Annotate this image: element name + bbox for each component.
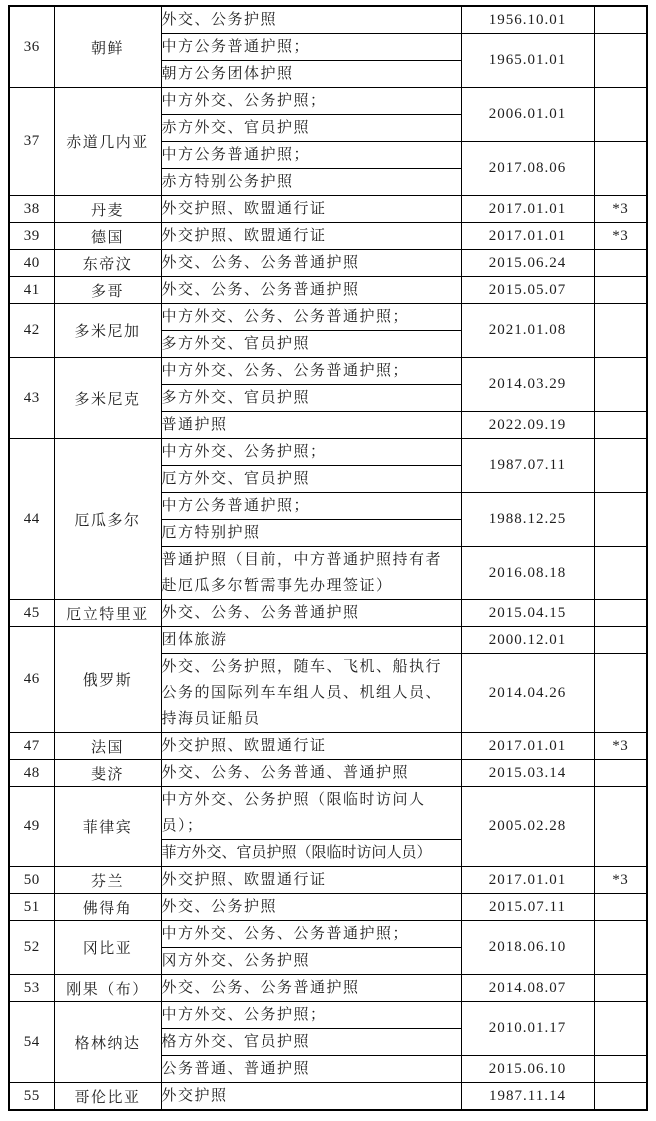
- note-cell: [594, 6, 647, 34]
- passport-type-cell: [161, 921, 461, 948]
- row-number-cell: 47: [9, 733, 54, 760]
- passport-type-cell: [161, 88, 461, 115]
- country-cell: 刚果（布）: [54, 975, 161, 1002]
- note-cell: [594, 1002, 647, 1056]
- country-cell: 赤道几内亚: [54, 88, 161, 196]
- effective-date-cell: 2014.08.07: [461, 975, 594, 1002]
- effective-date-cell: 1965.01.01: [461, 34, 594, 88]
- note-cell: [594, 412, 647, 439]
- passport-type-text: 外交、公务、公务普通护照: [161, 282, 360, 298]
- passport-type-text: 外交、公务、公务普通、普通护照: [161, 765, 410, 781]
- row-number-cell: 38: [9, 196, 54, 223]
- table-row: [9, 223, 647, 250]
- effective-date-cell: 2015.05.07: [461, 277, 594, 304]
- row-number-cell: 43: [9, 358, 54, 439]
- passport-type-cell: [161, 840, 461, 867]
- note-cell: [594, 600, 647, 627]
- effective-date-cell: 2017.08.06: [461, 142, 594, 196]
- passport-type-text: 普通护照: [161, 417, 228, 433]
- note-cell: *3: [594, 223, 647, 250]
- country-cell: 芬兰: [54, 867, 161, 894]
- table-row: [9, 787, 647, 840]
- passport-type-cell: [161, 439, 461, 466]
- effective-date-cell: 1987.11.14: [461, 1083, 594, 1111]
- passport-type-cell: [161, 331, 461, 358]
- effective-date-cell: 2005.02.28: [461, 787, 594, 867]
- passport-type-text: 中方外交、公务护照（限临时访问人: [161, 792, 426, 808]
- passport-type-cell: [161, 787, 461, 840]
- passport-type-cell: [161, 1056, 461, 1083]
- passport-type-cell: [161, 115, 461, 142]
- table-row: [9, 1002, 647, 1029]
- passport-type-cell: [161, 466, 461, 493]
- passport-type-text: 外交、公务护照: [161, 899, 278, 915]
- passport-type-cell: [161, 34, 461, 61]
- effective-date-cell: 2017.01.01: [461, 733, 594, 760]
- visa-exemption-table: [8, 5, 648, 1111]
- visa-exemption-table-body: [9, 6, 647, 1110]
- effective-date-cell: 2000.12.01: [461, 627, 594, 654]
- effective-date-cell: 2014.03.29: [461, 358, 594, 412]
- country-cell: 朝鲜: [54, 6, 161, 88]
- row-number-cell: 51: [9, 894, 54, 921]
- note-cell: [594, 277, 647, 304]
- passport-type-cell: [161, 250, 461, 277]
- passport-type-cell: [161, 304, 461, 331]
- passport-type-text: 厄方外交、官员护照: [161, 471, 311, 487]
- passport-type-cell: [161, 412, 461, 439]
- note-cell: [594, 760, 647, 787]
- note-cell: [594, 34, 647, 88]
- effective-date-cell: 1988.12.25: [461, 493, 594, 547]
- passport-type-text: 赴厄瓜多尔暂需事先办理签证）: [161, 578, 393, 594]
- effective-date-cell: 2017.01.01: [461, 223, 594, 250]
- country-cell: 多米尼加: [54, 304, 161, 358]
- table-row: [9, 196, 647, 223]
- country-cell: 厄立特里亚: [54, 600, 161, 627]
- country-cell: 冈比亚: [54, 921, 161, 975]
- passport-type-cell: [161, 493, 461, 520]
- effective-date-cell: 2021.01.08: [461, 304, 594, 358]
- row-number-cell: 48: [9, 760, 54, 787]
- passport-type-cell: [161, 358, 461, 385]
- passport-type-cell: [161, 627, 461, 654]
- passport-type-text: 中方外交、公务护照；: [161, 93, 327, 109]
- row-number-cell: 46: [9, 627, 54, 733]
- effective-date-cell: 2018.06.10: [461, 921, 594, 975]
- note-cell: [594, 358, 647, 412]
- country-cell: 俄罗斯: [54, 627, 161, 733]
- country-cell: 东帝汶: [54, 250, 161, 277]
- effective-date-cell: 2022.09.19: [461, 412, 594, 439]
- table-row: [9, 1083, 647, 1111]
- row-number-cell: 40: [9, 250, 54, 277]
- passport-type-text: 中方公务普通护照；: [161, 147, 311, 163]
- passport-type-cell: [161, 600, 461, 627]
- passport-type-text: 外交护照、欧盟通行证: [161, 738, 327, 754]
- row-number-cell: 53: [9, 975, 54, 1002]
- passport-type-text: 外交、公务护照，随车、飞机、船执行: [161, 659, 443, 675]
- effective-date-cell: 1987.07.11: [461, 439, 594, 493]
- table-row: [9, 88, 647, 115]
- table-row: [9, 921, 647, 948]
- row-number-cell: 54: [9, 1002, 54, 1083]
- effective-date-cell: 2015.06.10: [461, 1056, 594, 1083]
- table-row: [9, 867, 647, 894]
- country-cell: 多哥: [54, 277, 161, 304]
- country-cell: 法国: [54, 733, 161, 760]
- effective-date-cell: 2017.01.01: [461, 196, 594, 223]
- row-number-cell: 37: [9, 88, 54, 196]
- note-cell: [594, 921, 647, 975]
- passport-type-text: 中方外交、公务、公务普通护照；: [161, 309, 410, 325]
- passport-type-text: 外交护照、欧盟通行证: [161, 872, 327, 888]
- note-cell: [594, 250, 647, 277]
- table-row: [9, 250, 647, 277]
- passport-type-cell: [161, 385, 461, 412]
- passport-type-text: 中方外交、公务护照；: [161, 1007, 327, 1023]
- passport-type-cell: [161, 6, 461, 34]
- table-row: [9, 760, 647, 787]
- country-cell: 格林纳达: [54, 1002, 161, 1083]
- passport-type-text: 中方外交、公务、公务普通护照；: [161, 926, 410, 942]
- passport-type-text: 外交、公务、公务普通护照: [161, 980, 360, 996]
- row-number-cell: 41: [9, 277, 54, 304]
- note-cell: [594, 787, 647, 867]
- passport-type-text: 中方公务普通护照；: [161, 498, 311, 514]
- table-row: [9, 975, 647, 1002]
- passport-type-cell: [161, 196, 461, 223]
- effective-date-cell: 2010.01.17: [461, 1002, 594, 1056]
- passport-type-text: 朝方公务团体护照: [161, 66, 294, 82]
- table-row: [9, 6, 647, 34]
- passport-type-text: 外交、公务护照: [161, 12, 278, 28]
- table-row: [9, 627, 647, 654]
- note-cell: *3: [594, 867, 647, 894]
- passport-type-text: 中方外交、公务护照；: [161, 444, 327, 460]
- passport-type-text: 外交护照、欧盟通行证: [161, 201, 327, 217]
- table-row: [9, 358, 647, 385]
- passport-type-text: 格方外交、官员护照: [161, 1034, 311, 1050]
- row-number-cell: 49: [9, 787, 54, 867]
- country-cell: 厄瓜多尔: [54, 439, 161, 600]
- effective-date-cell: 2015.06.24: [461, 250, 594, 277]
- passport-type-text: 公务的国际列车车组人员、机组人员、: [161, 685, 443, 701]
- country-cell: 佛得角: [54, 894, 161, 921]
- table-row: [9, 894, 647, 921]
- passport-type-text: 外交、公务、公务普通护照: [161, 605, 360, 621]
- passport-type-text: 冈方外交、公务护照: [161, 953, 311, 969]
- row-number-cell: 44: [9, 439, 54, 600]
- passport-type-text: 持海员证船员: [161, 711, 261, 727]
- country-cell: 斐济: [54, 760, 161, 787]
- passport-type-text: 赤方特别公务护照: [161, 174, 294, 190]
- effective-date-cell: 2016.08.18: [461, 547, 594, 600]
- note-cell: [594, 547, 647, 600]
- table-row: [9, 439, 647, 466]
- table-row: [9, 304, 647, 331]
- passport-type-cell: [161, 1002, 461, 1029]
- note-cell: [594, 88, 647, 142]
- passport-type-cell: [161, 654, 461, 733]
- country-cell: 丹麦: [54, 196, 161, 223]
- passport-type-cell: [161, 277, 461, 304]
- row-number-cell: 39: [9, 223, 54, 250]
- table-row: [9, 600, 647, 627]
- note-cell: [594, 627, 647, 654]
- table-row: [9, 277, 647, 304]
- passport-type-cell: [161, 894, 461, 921]
- passport-type-cell: [161, 1029, 461, 1056]
- note-cell: [594, 142, 647, 196]
- passport-type-text: 多方外交、官员护照: [161, 390, 311, 406]
- row-number-cell: 45: [9, 600, 54, 627]
- passport-type-cell: [161, 948, 461, 975]
- passport-type-cell: [161, 61, 461, 88]
- passport-type-text: 团体旅游: [161, 632, 228, 648]
- row-number-cell: 36: [9, 6, 54, 88]
- row-number-cell: 52: [9, 921, 54, 975]
- note-cell: [594, 654, 647, 733]
- row-number-cell: 55: [9, 1083, 54, 1111]
- note-cell: [594, 975, 647, 1002]
- effective-date-cell: 2014.04.26: [461, 654, 594, 733]
- passport-type-cell: [161, 867, 461, 894]
- country-cell: 德国: [54, 223, 161, 250]
- note-cell: [594, 493, 647, 547]
- passport-type-cell: [161, 520, 461, 547]
- passport-type-text: 员）；: [161, 818, 204, 834]
- passport-type-text: 菲方外交、官员护照（限临时访问人员）: [161, 845, 432, 861]
- passport-type-text: 赤方外交、官员护照: [161, 120, 311, 136]
- passport-type-text: 多方外交、官员护照: [161, 336, 311, 352]
- country-cell: 菲律宾: [54, 787, 161, 867]
- passport-type-cell: [161, 733, 461, 760]
- note-cell: [594, 304, 647, 358]
- passport-type-text: 公务普通、普通护照: [161, 1061, 311, 1077]
- note-cell: [594, 1056, 647, 1083]
- effective-date-cell: 2015.03.14: [461, 760, 594, 787]
- row-number-cell: 50: [9, 867, 54, 894]
- passport-type-cell: [161, 547, 461, 600]
- effective-date-cell: 2017.01.01: [461, 867, 594, 894]
- passport-type-cell: [161, 169, 461, 196]
- passport-type-text: 外交、公务、公务普通护照: [161, 255, 360, 271]
- note-cell: [594, 1083, 647, 1111]
- passport-type-cell: [161, 975, 461, 1002]
- passport-type-cell: [161, 223, 461, 250]
- passport-type-text: 中方公务普通护照；: [161, 39, 311, 55]
- passport-type-text: 外交护照: [161, 1088, 228, 1104]
- table-row: [9, 733, 647, 760]
- row-number-cell: 42: [9, 304, 54, 358]
- passport-type-text: 普通护照（目前，中方普通护照持有者: [161, 552, 443, 568]
- passport-type-cell: [161, 760, 461, 787]
- effective-date-cell: 1956.10.01: [461, 6, 594, 34]
- passport-type-cell: [161, 142, 461, 169]
- effective-date-cell: 2015.07.11: [461, 894, 594, 921]
- country-cell: 哥伦比亚: [54, 1083, 161, 1111]
- note-cell: [594, 894, 647, 921]
- passport-type-text: 外交护照、欧盟通行证: [161, 228, 327, 244]
- passport-type-text: 厄方特别护照: [161, 525, 261, 541]
- passport-type-text: 中方外交、公务、公务普通护照；: [161, 363, 410, 379]
- note-cell: *3: [594, 733, 647, 760]
- note-cell: *3: [594, 196, 647, 223]
- note-cell: [594, 439, 647, 493]
- passport-type-cell: [161, 1083, 461, 1111]
- country-cell: 多米尼克: [54, 358, 161, 439]
- effective-date-cell: 2015.04.15: [461, 600, 594, 627]
- effective-date-cell: 2006.01.01: [461, 88, 594, 142]
